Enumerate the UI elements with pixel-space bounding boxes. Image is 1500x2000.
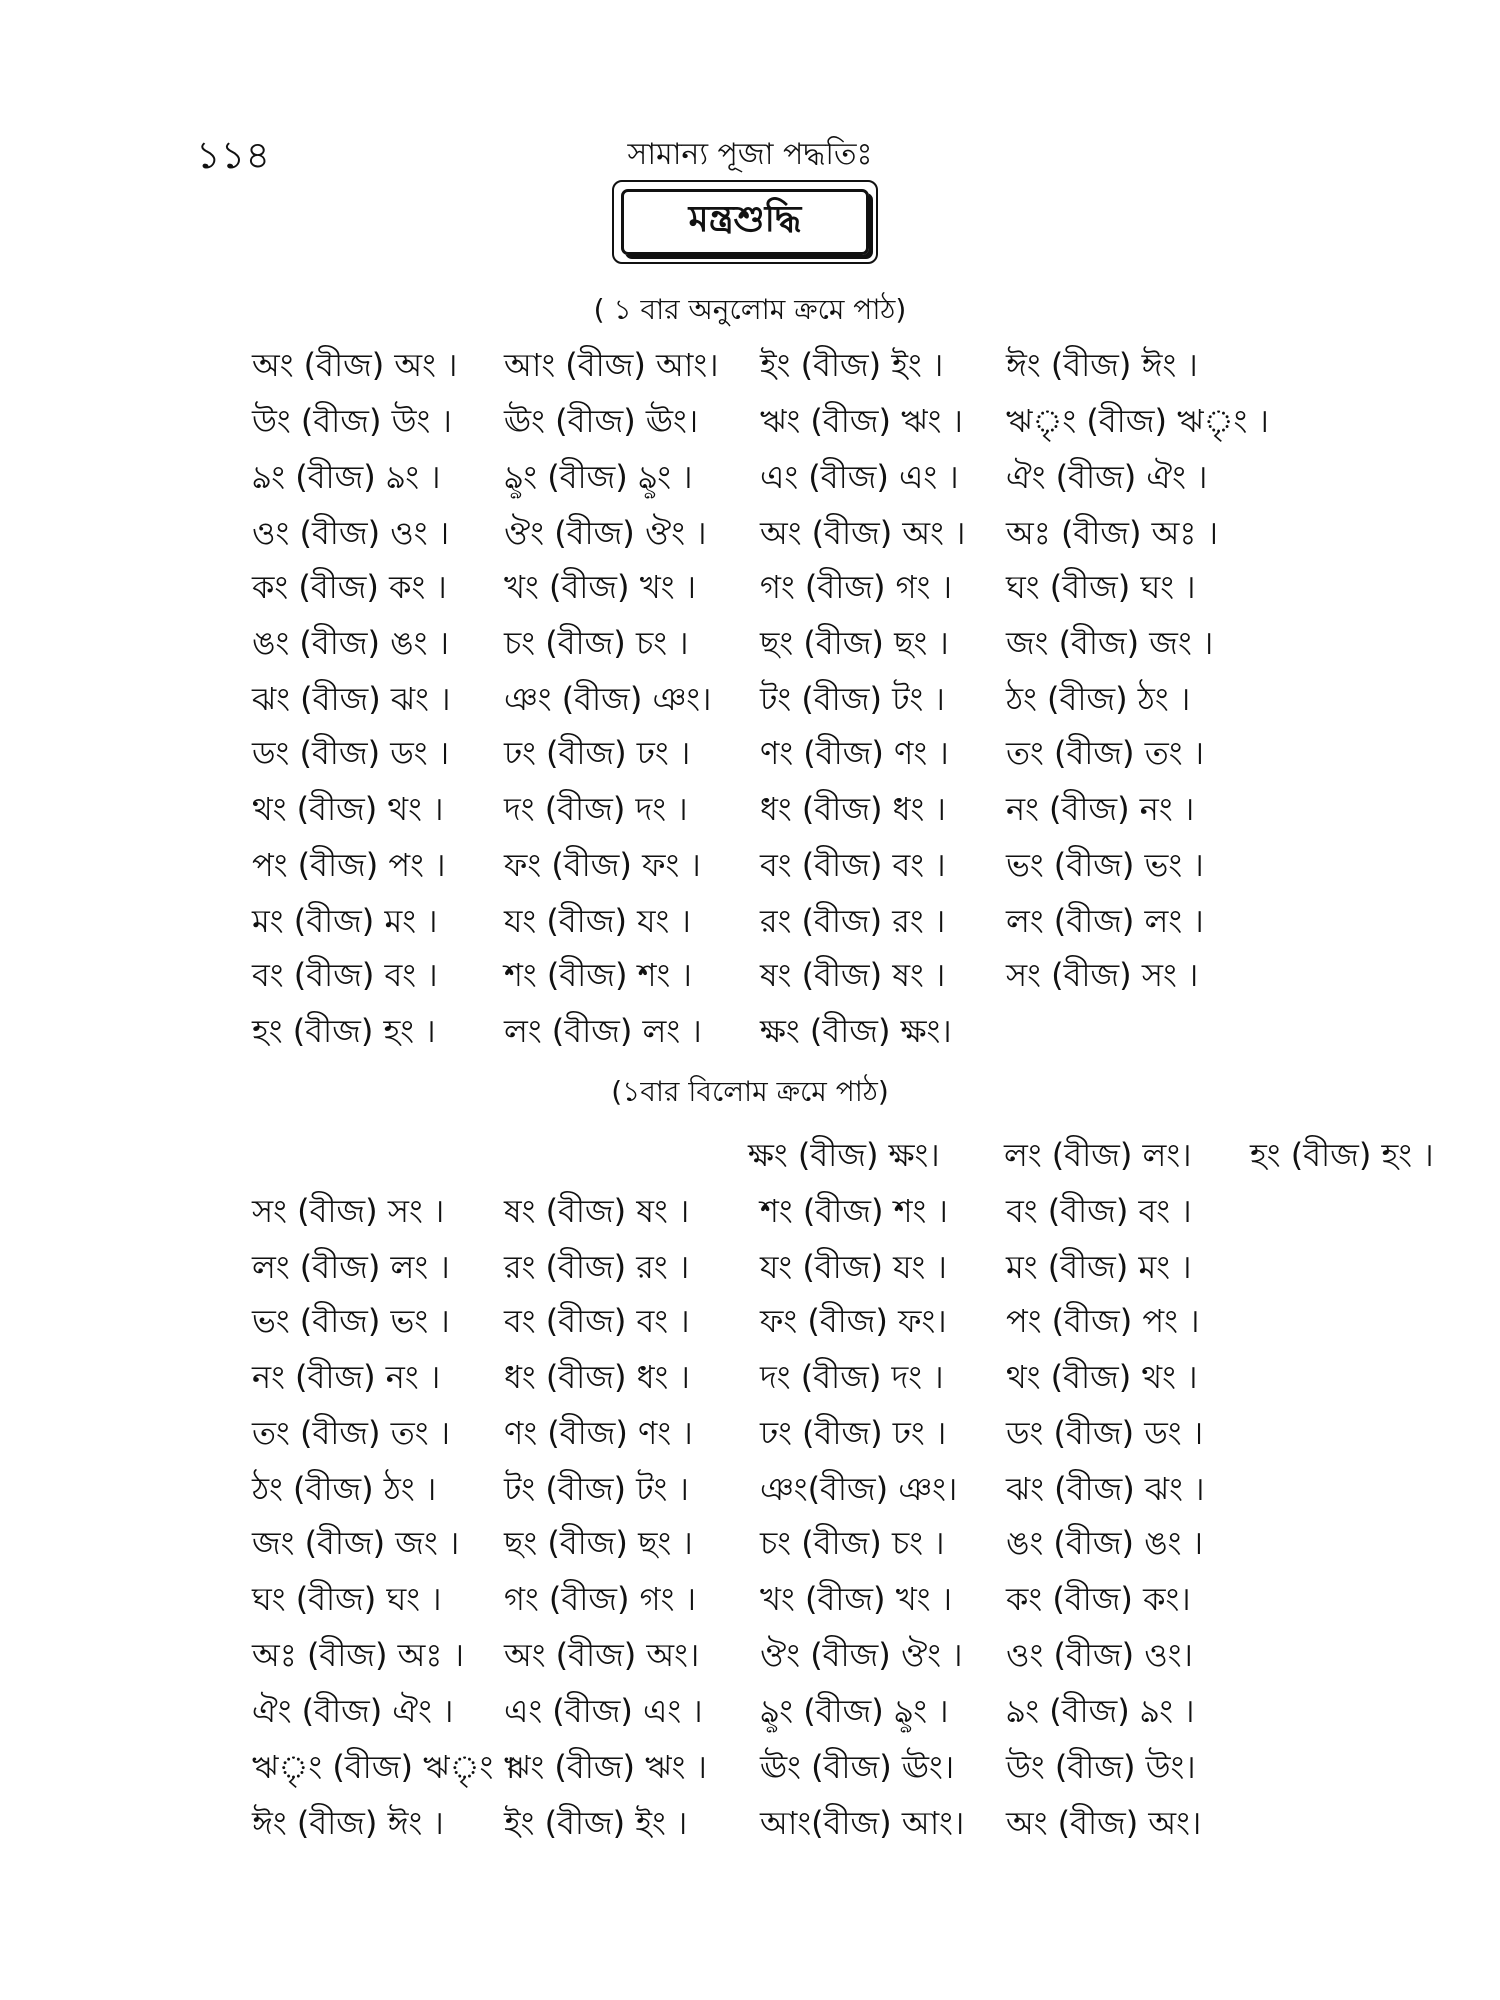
mantra-row <box>252 840 1260 884</box>
mantra-entry: পং (বীজ) পং । <box>252 846 446 884</box>
mantra-entry: ঘং (বীজ) ঘং । <box>252 1580 442 1618</box>
mantra-entry: গং (বীজ) গং । <box>760 568 953 606</box>
mantra-entry: ডং (বীজ) ডং । <box>252 734 450 772</box>
title-frame <box>612 180 878 264</box>
mantra-entry: ঋং (বীজ) ঋং । <box>504 1748 708 1786</box>
page-title: মন্ত্রশুদ্ধি <box>621 189 869 255</box>
mantra-row <box>252 452 1260 496</box>
mantra-entry: অঃ (বীজ) অঃ । <box>252 1636 465 1674</box>
mantra-entry: জং (বীজ) জং । <box>252 1524 460 1562</box>
mantra-entry: আং(বীজ) আং। <box>760 1804 965 1842</box>
mantra-entry: শং (বীজ) শং । <box>760 1192 948 1230</box>
mantra-entry: ঊং (বীজ) ঊং। <box>504 402 699 440</box>
mantra-entry: চং (বীজ) চং । <box>760 1524 945 1562</box>
mantra-entry: ঌং (বীজ) ঌং । <box>252 458 441 496</box>
mantra-entry: যং (বীজ) যং । <box>504 902 691 940</box>
mantra-entry: থং (বীজ) থং । <box>1006 1358 1198 1396</box>
mantra-entry: ঢং (বীজ) ঢং । <box>504 734 691 772</box>
vilom-heading: (১বার বিলোম ক্রমে পাঠ) <box>611 1075 889 1108</box>
mantra-entry: তং (বীজ) তং । <box>1006 734 1205 772</box>
anulom-heading: ( ১ বার অনুলোম ক্রমে পাঠ) <box>593 293 907 326</box>
mantra-entry: ঐং (বীজ) ঐং । <box>252 1692 454 1730</box>
mantra-entry: ধং (বীজ) ধং । <box>504 1358 690 1396</box>
mantra-row <box>252 618 1260 662</box>
mantra-row <box>252 1408 1260 1452</box>
mantra-entry: ঋৃং (বীজ) ঋৃং । <box>1006 402 1269 440</box>
mantra-entry: টং (বীজ) টং । <box>760 680 945 718</box>
mantra-entry: হং (বীজ) হং । <box>1250 1136 1434 1174</box>
mantra-entry: যং (বীজ) যং । <box>760 1248 947 1286</box>
mantra-row <box>252 784 1260 828</box>
mantra-entry: ঔং (বীজ) ঔং । <box>504 514 707 552</box>
mantra-entry: ওং (বীজ) ওং । <box>252 514 450 552</box>
mantra-entry: চং (বীজ) চং । <box>504 624 689 662</box>
mantra-entry: উং (বীজ) উং । <box>252 402 452 440</box>
mantra-row <box>252 1006 1260 1050</box>
mantra-entry: খং (বীজ) খং । <box>504 568 697 606</box>
mantra-entry: বং (বীজ) বং । <box>504 1302 690 1340</box>
mantra-entry: খং (বীজ) খং । <box>760 1580 953 1618</box>
running-header: সামান্য পূজা পদ্ধতিঃ <box>627 137 873 172</box>
mantra-entry: বং (বীজ) বং । <box>760 846 946 884</box>
mantra-entry: ডং (বীজ) ডং । <box>1006 1414 1204 1452</box>
mantra-entry: মং (বীজ) মং । <box>252 902 438 940</box>
mantra-entry: থং (বীজ) থং । <box>252 790 444 828</box>
mantra-entry: ক্ষং (বীজ) ক্ষং। <box>760 1012 952 1050</box>
mantra-row <box>252 1798 1260 1842</box>
mantra-row <box>252 1630 1260 1674</box>
mantra-entry: জং (বীজ) জং । <box>1006 624 1214 662</box>
mantra-entry: ইং (বীজ) ইং । <box>504 1804 688 1842</box>
page-number: ১১৪ <box>196 133 270 177</box>
mantra-entry: ভং (বীজ) ভং । <box>1006 846 1204 884</box>
mantra-entry: ফং (বীজ) ফং । <box>504 846 701 884</box>
mantra-row <box>252 1186 1260 1230</box>
mantra-entry: ঘং (বীজ) ঘং । <box>1006 568 1196 606</box>
mantra-row <box>252 1686 1260 1730</box>
mantra-entry: ঞং(বীজ) ঞং। <box>760 1470 958 1508</box>
mantra-entry: দং (বীজ) দং । <box>504 790 688 828</box>
mantra-entry: সং (বীজ) সং । <box>1006 956 1199 994</box>
mantra-entry: ওং (বীজ) ওং। <box>1006 1636 1194 1674</box>
mantra-entry: এং (বীজ) এং । <box>504 1692 703 1730</box>
mantra-entry: ৡং (বীজ) ৡং । <box>504 458 693 496</box>
mantra-entry: ণং (বীজ) ণং । <box>504 1414 693 1452</box>
mantra-entry: ঐং (বীজ) ঐং । <box>1006 458 1208 496</box>
mantra-entry: হং (বীজ) হং । <box>252 1012 436 1050</box>
mantra-row <box>252 1464 1260 1508</box>
mantra-entry: ঝং (বীজ) ঝং । <box>1006 1470 1205 1508</box>
mantra-row <box>252 1574 1260 1618</box>
mantra-entry: কং (বীজ) কং । <box>252 568 447 606</box>
mantra-entry: ঠং (বীজ) ঠং । <box>1006 680 1191 718</box>
mantra-entry: ঢং (বীজ) ঢং । <box>760 1414 947 1452</box>
mantra-entry: পং (বীজ) পং । <box>1006 1302 1200 1340</box>
mantra-entry: অং (বীজ) অং। <box>504 1636 700 1674</box>
mantra-entry: কং (বীজ) কং। <box>1006 1580 1191 1618</box>
mantra-entry: ভং (বীজ) ভং । <box>252 1302 450 1340</box>
mantra-entry: লং (বীজ) লং। <box>1004 1136 1192 1174</box>
mantra-row <box>252 1742 1260 1786</box>
mantra-entry: ঊং (বীজ) ঊং। <box>760 1748 955 1786</box>
mantra-entry: ফং (বীজ) ফং। <box>760 1302 947 1340</box>
mantra-entry: ঠং (বীজ) ঠং । <box>252 1470 437 1508</box>
mantra-entry: লং (বীজ) লং । <box>504 1012 702 1050</box>
mantra-entry: রং (বীজ) রং । <box>760 902 946 940</box>
mantra-entry: মং (বীজ) মং । <box>1006 1248 1192 1286</box>
mantra-entry: অং (বীজ) অং। <box>1006 1804 1202 1842</box>
mantra-entry: ক্ষং (বীজ) ক্ষং। <box>748 1136 940 1174</box>
mantra-row <box>252 562 1260 606</box>
mantra-entry: ণং (বীজ) ণং । <box>760 734 949 772</box>
mantra-entry: লং (বীজ) লং । <box>252 1248 450 1286</box>
mantra-entry: এং (বীজ) এং । <box>760 458 959 496</box>
mantra-entry: দং (বীজ) দং । <box>760 1358 944 1396</box>
mantra-entry: শং (বীজ) শং । <box>504 956 692 994</box>
mantra-entry: ঙং (বীজ) ঙং । <box>1006 1524 1204 1562</box>
mantra-row <box>252 1518 1260 1562</box>
mantra-entry: ঙং (বীজ) ঙং । <box>252 624 450 662</box>
mantra-entry: সং (বীজ) সং । <box>252 1192 445 1230</box>
mantra-entry: ইং (বীজ) ইং । <box>760 346 944 384</box>
mantra-row <box>252 340 1260 384</box>
mantra-entry: লং (বীজ) লং । <box>1006 902 1204 940</box>
mantra-row <box>252 896 1260 940</box>
mantra-entry: গং (বীজ) গং । <box>504 1580 697 1618</box>
mantra-entry: ঔং (বীজ) ঔং । <box>760 1636 963 1674</box>
mantra-entry: অঃ (বীজ) অঃ । <box>1006 514 1219 552</box>
mantra-row <box>252 674 1260 718</box>
mantra-row <box>252 396 1269 440</box>
mantra-entry: ঝং (বীজ) ঝং । <box>252 680 451 718</box>
mantra-entry: ষং (বীজ) ষং । <box>504 1192 690 1230</box>
mantra-entry: ছং (বীজ) ছং । <box>760 624 949 662</box>
mantra-entry: রং (বীজ) রং । <box>504 1248 690 1286</box>
mantra-row <box>252 1296 1260 1340</box>
mantra-entry: ষং (বীজ) ষং । <box>760 956 946 994</box>
mantra-entry: অং (বীজ) অং । <box>760 514 966 552</box>
mantra-entry: ঋৃং (বীজ) ঋৃং । <box>252 1748 515 1786</box>
mantra-entry: অং (বীজ) অং । <box>252 346 458 384</box>
mantra-entry: নং (বীজ) নং । <box>1006 790 1195 828</box>
mantra-entry: ঌং (বীজ) ঌং । <box>1006 1692 1195 1730</box>
mantra-row <box>252 1242 1260 1286</box>
mantra-row <box>252 950 1260 994</box>
mantra-entry: ধং (বীজ) ধং । <box>760 790 946 828</box>
mantra-entry: ৡং (বীজ) ৡং । <box>760 1692 949 1730</box>
mantra-entry: ঞং (বীজ) ঞং। <box>504 680 712 718</box>
mantra-entry: উং (বীজ) উং। <box>1006 1748 1196 1786</box>
mantra-entry: বং (বীজ) বং । <box>252 956 438 994</box>
mantra-row <box>252 1352 1260 1396</box>
mantra-entry: ঈং (বীজ) ঈং । <box>1006 346 1198 384</box>
mantra-entry: বং (বীজ) বং । <box>1006 1192 1192 1230</box>
mantra-entry: তং (বীজ) তং । <box>252 1414 451 1452</box>
mantra-entry: ঋং (বীজ) ঋং । <box>760 402 964 440</box>
mantra-entry: আং (বীজ) আং। <box>504 346 719 384</box>
mantra-entry: নং (বীজ) নং । <box>252 1358 441 1396</box>
mantra-row <box>496 1130 1434 1174</box>
mantra-entry: ছং (বীজ) ছং । <box>504 1524 693 1562</box>
mantra-row <box>252 508 1260 552</box>
mantra-entry: টং (বীজ) টং । <box>504 1470 689 1508</box>
mantra-row <box>252 728 1260 772</box>
mantra-entry: ঈং (বীজ) ঈং । <box>252 1804 444 1842</box>
